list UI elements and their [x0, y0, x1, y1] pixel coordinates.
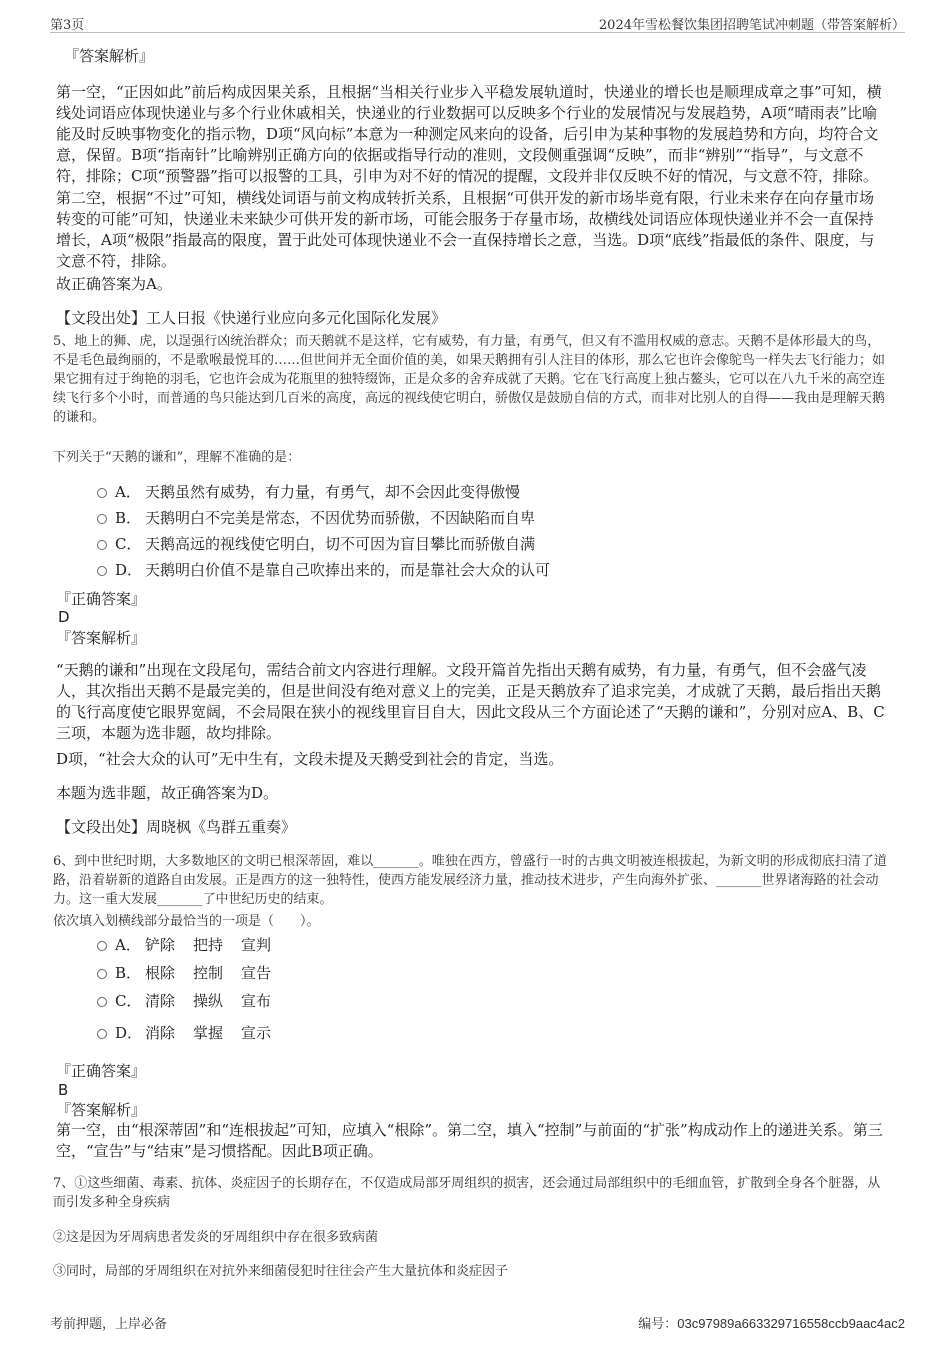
q7-line-2: ②这是因为牙周病患者发炎的牙周组织中存在很多致病菌 [53, 1230, 379, 1245]
q5-options [56, 479, 888, 583]
q5-conclusion: 本题为选非题，故正确答案为D。 [56, 784, 279, 802]
q7-line-3: ③同时，局部的牙周组织在对抗外来细菌侵犯时往往会产生大量抗体和炎症因子 [53, 1264, 509, 1279]
q6-option-d[interactable]: D． 消除 掌握 宣示 [56, 1019, 888, 1047]
q4-jiexi-p2: 第二空，根据“不过”可知，横线处词语与前文构成转折关系，且根据“可供开发的新市场毕竟有限，行业未来存在向存量市场转变的可能”可知，快递业未来缺少可供开发的新市场，可能会服务于存量市场，故横线处词语应体现快递业并不会一直保持增长，A项“极限”指最高的限度，置于此处可体现快递业不会一直保持增长之意，当选。D项“底线”指最低的条件、限度，与文意不符，排除。 [56, 189, 875, 270]
q6-stem: 6、到中世纪时期，大多数地区的文明已根深蒂固，难以_______。唯独在西方，曾盛行一时的古典文明被连根拔起，为新文明的形成彻底扫清了道路，沿着崭新的道路自由发展。正是西方的这一独特性，使西方能发展经济力量，推动技术进步，产生向海外扩张、_______世界诸海路的社会动力。这一重大发展_______了中世纪历史的结束。 [53, 854, 887, 907]
q5-option-d[interactable]: D． 天鹅明白价值不是靠自己吹捧出来的，而是靠社会大众的认可 [56, 557, 888, 583]
q4-source: 【文段出处】工人日报《快递行业应向多元化国际化发展》 [56, 309, 447, 327]
q5-jiexi-p1: “天鹅的谦和”出现在文段尾句，需结合前文内容进行理解。文段开篇首先指出天鹅有威势，有力量，有勇气，但不会盛气凌人，其次指出天鹅不是最完美的，但是世间没有绝对意义上的完美，正是天鹅放弃了追求完美，才成就了天鹅，最后指出天鹅的飞行高度使它眼界宽阔，不会局限在狭小的视线里盲目自大，因此文段从三个方面论述了“天鹅的谦和”，分别对应A、B、C三项，本题为选非题，故均排除。 [56, 661, 885, 742]
q6-options [56, 931, 888, 1047]
q6-question: 依次填入划横线部分最恰当的一项是（ ）。 [53, 914, 320, 929]
q6-answer-label: 『正确答案』 [56, 1062, 147, 1080]
q5-stem: 5、地上的狮、虎，以逞强行凶统治群众；而天鹅就不是这样，它有威势，有力量，有勇气，但又有不滥用权威的意志。天鹅不是体形最大的鸟，不是毛色最绚丽的，不是歌喉最悦耳的……但世间并无全面价值的美，如果天鹅拥有引人注目的体形，那么它也许会像鸵鸟一样失去飞行能力；如果它拥有过于绚艳的羽毛，它也许会成为花瓶里的独特缀饰，正是众多的舍弃成就了天鹅。它在飞行高度上独占鳌头，它可以在八九千米的高空连续飞行多个小时，而普通的鸟只能达到几百米的高度，高远的视线使它明白，骄傲仅是鼓励自信的方式，而非对比别人的自得——我由是理解天鹅的谦和。 [53, 334, 886, 425]
code-value: 03c97989a663329716558ccb9aac4ac2 [677, 1316, 905, 1331]
q4-conclusion: 故正确答案为A。 [56, 275, 172, 293]
q4-jiexi-label: 『答案解析』 [64, 47, 155, 65]
q7-line-1: 7、①这些细菌、毒素、抗体、炎症因子的长期存在，不仅造成局部牙周组织的损害，还会通过局部组织中的毛细血管，扩散到全身各个脏器，从而引发多种全身疾病 [53, 1176, 881, 1210]
q6-jiexi-label: 『答案解析』 [56, 1101, 147, 1119]
q5-answer: D [58, 608, 70, 626]
page-header [50, 12, 905, 33]
q6-option-b[interactable]: B． 根除 控制 宣告 [56, 959, 888, 987]
radio-icon[interactable] [97, 514, 107, 524]
q5-option-b[interactable]: B． 天鹅明白不完美是常态，不因优势而骄傲，不因缺陷而自卑 [56, 505, 888, 531]
q6-answer: B [58, 1081, 69, 1099]
footer-slogan: 考前押题，上岸必备 [50, 1317, 168, 1332]
q4-jiexi-p1: 第一空，“正因如此”前后构成因果关系，且根据“当相关行业步入平稳发展轨道时，快递业的增长也是顺理成章之事”可知，横线处词语应体现快递业与多个行业休戚相关，快递业的行业数据可以反映多个行业的发展情况与发展趋势，A项“晴雨表”比喻能及时反映事物变化的指示物，D项“风向标”本意为一种测定风来向的设备，后引申为某种事物的发展趋势和方向，均符合文意，保留。B项“指南针”比喻辨别正确方向的依据或指导行动的准则，文段侧重强调“反映”，而非“辨别”“指导”，与文意不符，排除；C项“预警器”指可以报警的工具，引申为对不好的情况的提醒，文段并非仅反映不好的情况，与文意不符，排除。 [56, 83, 882, 185]
q5-option-c[interactable]: C． 天鹅高远的视线使它明白，切不可因为盲目攀比而骄傲自满 [56, 531, 888, 557]
document-title: 2024年雪松餐饮集团招聘笔试冲刺题（带答案解析） [598, 18, 905, 33]
q5-question: 下列关于“天鹅的谦和”，理解不准确的是： [53, 450, 301, 465]
document-code [638, 1313, 905, 1332]
radio-icon[interactable] [97, 540, 107, 550]
radio-icon[interactable] [97, 997, 107, 1007]
q5-answer-label: 『正确答案』 [56, 590, 147, 608]
q5-option-a[interactable]: A． 天鹅虽然有威势，有力量，有勇气，却不会因此变得傲慢 [56, 479, 888, 505]
radio-icon[interactable] [97, 1029, 107, 1039]
q5-source: 【文段出处】周晓枫《鸟群五重奏》 [56, 818, 297, 836]
code-label: 编号： [638, 1317, 678, 1332]
q6-option-c[interactable]: C． 清除 操纵 宣布 [56, 987, 888, 1019]
page-number: 第3页 [50, 18, 85, 33]
q6-option-a[interactable]: A． 铲除 把持 宣判 [56, 931, 888, 959]
radio-icon[interactable] [97, 941, 107, 951]
q5-jiexi-p2: D项，“社会大众的认可”无中生有，文段未提及天鹅受到社会的肯定，当选。 [56, 750, 564, 768]
radio-icon[interactable] [97, 566, 107, 576]
radio-icon[interactable] [97, 969, 107, 979]
q5-jiexi-label: 『答案解析』 [56, 629, 147, 647]
radio-icon[interactable] [97, 488, 107, 498]
q6-jiexi-p1: 第一空，由“根深蒂固”和“连根拔起”可知，应填入“根除”。第二空，填入“控制”与前面的“扩张”构成动作上的递进关系。第三空，“宣告”与“结束”是习惯搭配。因此B项正确。 [56, 1121, 883, 1160]
